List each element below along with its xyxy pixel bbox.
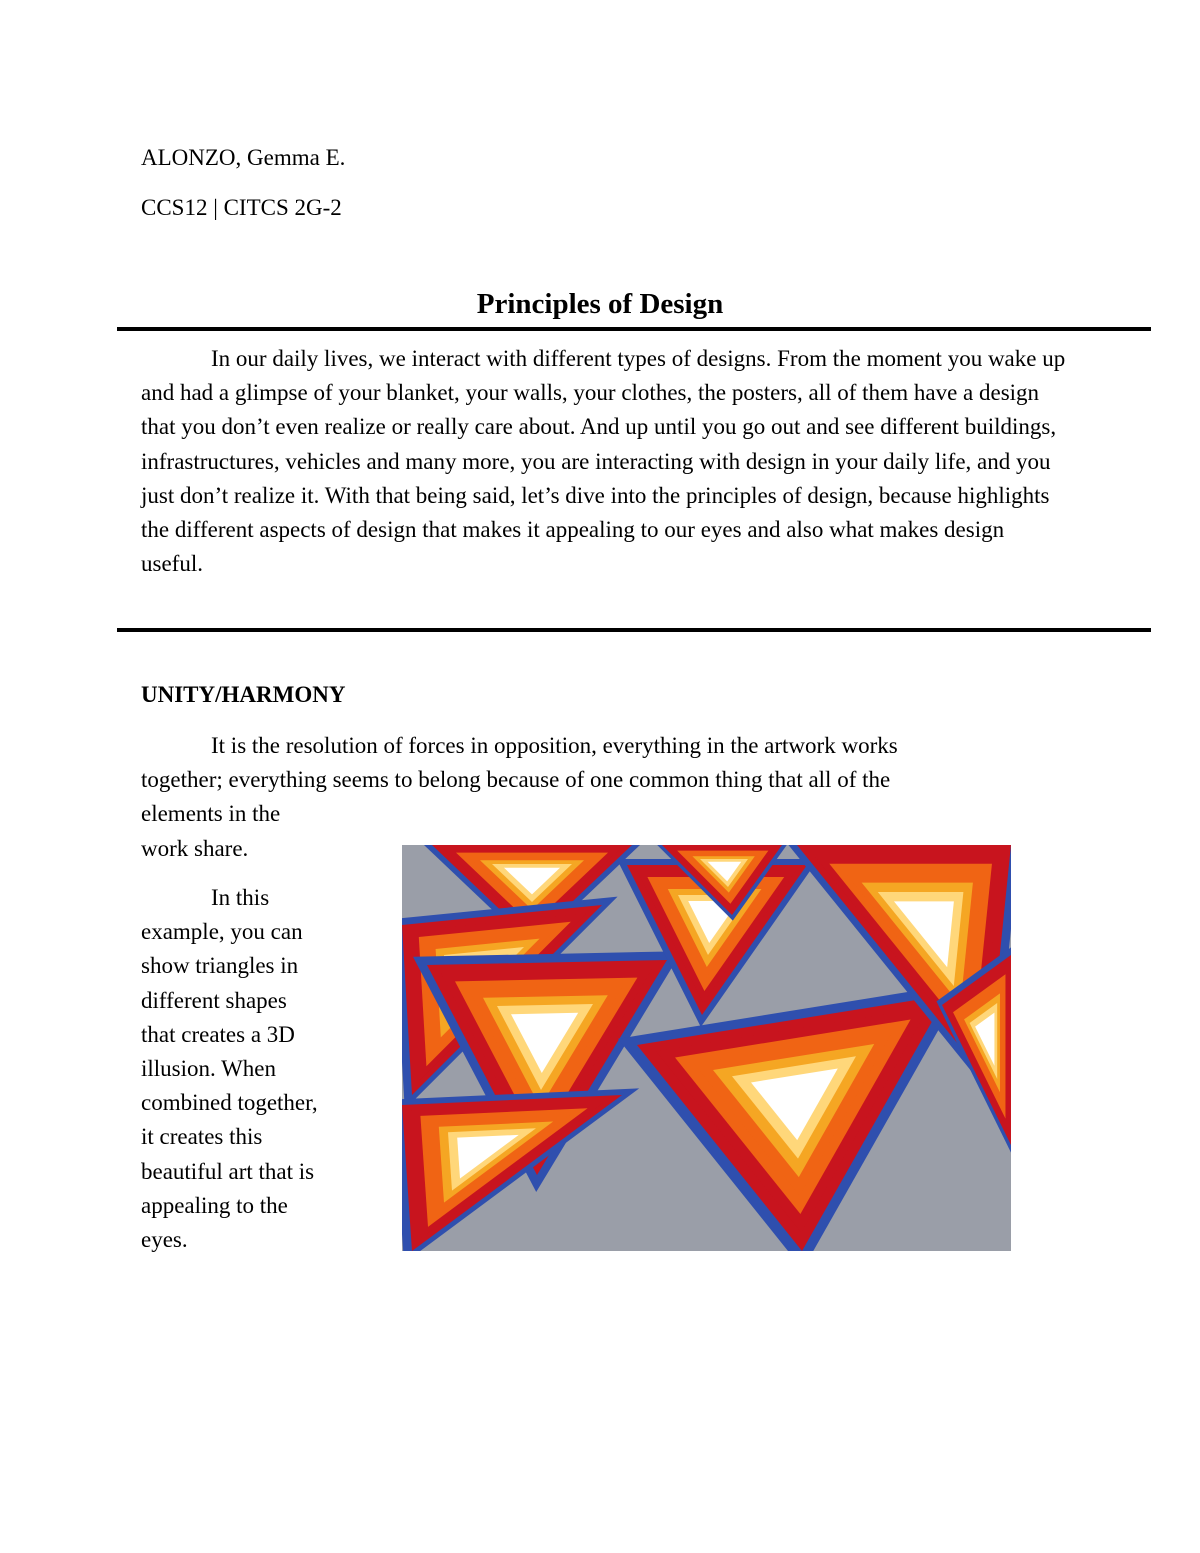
definition-line: work share. [141, 835, 249, 861]
example-line: different shapes [141, 987, 287, 1013]
example-line: In this [211, 885, 270, 910]
example-line: example, you can [141, 919, 303, 945]
example-line: that creates a 3D [141, 1021, 295, 1047]
example-line: illusion. When [141, 1056, 277, 1082]
example-paragraph [141, 881, 391, 1257]
example-line: appealing to the [141, 1192, 288, 1218]
example-line: beautiful art that is [141, 1158, 315, 1184]
triangle-art-svg [402, 845, 1011, 1251]
example-line: combined together, [141, 1090, 318, 1116]
page-title: Principles of Design [476, 288, 724, 320]
top-divider [117, 327, 1151, 331]
example-line: eyes. [141, 1227, 188, 1253]
bottom-divider [117, 628, 1151, 632]
example-line: it creates this [141, 1124, 263, 1150]
intro-block [141, 342, 1071, 581]
definition-line: together; everything seems to belong because of one common thing that all of the [141, 767, 891, 793]
example-line: show triangles in [141, 953, 299, 979]
triangle-art-image [402, 845, 1011, 1251]
section-heading: UNITY/HARMONY [141, 682, 346, 707]
course-section: CCS12 | CITCS 2G-2 [141, 195, 342, 220]
definition-line: elements in the [141, 801, 281, 827]
definition-line: It is the resolution of forces in opposition, everything in the artwork works [211, 733, 898, 758]
intro-paragraph: In our daily lives, we interact with different types of designs. From the moment you wake up and had a glimpse of your blanket, your walls, your clothes, the posters, all of them have a design that you don’t even realize or really care about. And up until you go out and see different buildings, infrastructures, vehicles and many more, you are interacting with design in your daily life, and you just don’t realize it. With that being said, let’s dive into the principles of design, because highlights the different aspects of design that makes it appealing to our eyes and also what makes design useful. [141, 346, 1066, 577]
author-name: ALONZO, Gemma E. [141, 145, 346, 170]
